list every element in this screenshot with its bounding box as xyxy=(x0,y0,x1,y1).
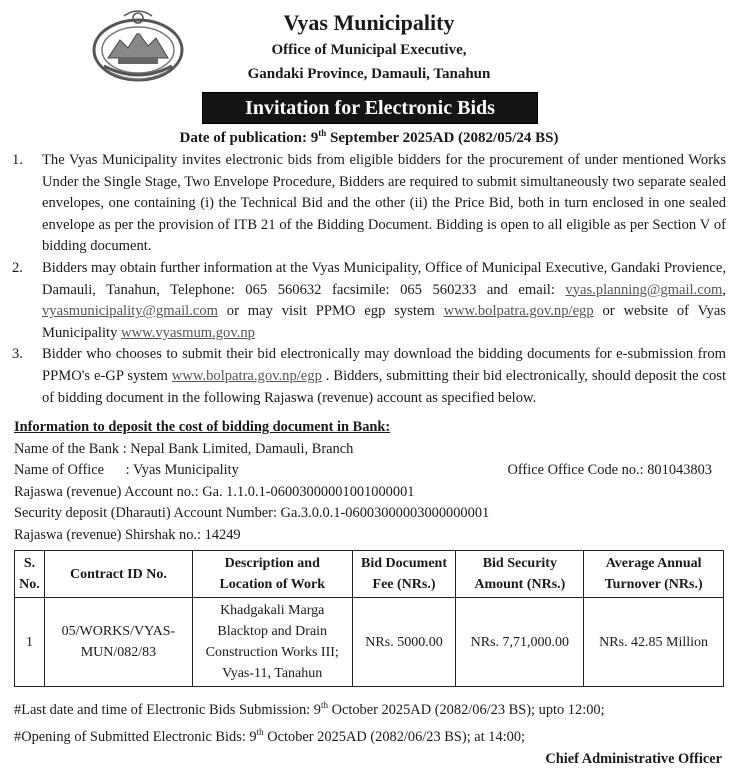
revenue-account: Rajaswa (revenue) Account no.: Ga. 1.1.0.1-06003000001001000001 xyxy=(14,483,415,500)
website-link[interactable]: www.vyasmum.gov.np xyxy=(121,324,255,341)
item-text: Bidder who chooses to submit their bid electronically may download the bidding documents for e-submission from PPMO's e-GP system www.bolpatra.gov.np/egp . Bidders, submitting their bid electronically, should deposit the cost of bidding document in the following Rajaswa (revenue) account as specified below. xyxy=(42,346,726,406)
egp-link[interactable]: www.bolpatra.gov.np/egp xyxy=(443,303,594,320)
table-row xyxy=(15,598,724,687)
header-fee: Bid Document Fee (NRs.) xyxy=(352,551,456,598)
egp-link[interactable]: www.bolpatra.gov.np/egp xyxy=(171,367,322,384)
title-banner: Invitation for Electronic Bids xyxy=(202,92,538,124)
cell-description: Khadgakali Marga Blacktop and Drain Construction Works III; Vyas-11, Tanahun xyxy=(192,598,352,687)
list-item xyxy=(12,258,726,344)
email-link-planning[interactable]: vyas.planning@gmail.com xyxy=(565,281,723,298)
org-name: Vyas Municipality xyxy=(283,10,455,35)
header-contract: Contract ID No. xyxy=(44,551,192,598)
list-item xyxy=(12,150,726,258)
header-security: Bid Security Amount (NRs.) xyxy=(456,551,584,598)
item-number: 1. xyxy=(12,152,23,168)
publication-date: Date of publication: 9th September 2025AD (2082/05/24 BS) xyxy=(179,128,559,146)
item-text: The Vyas Municipality invites electronic bids from eligible bidders for the procurement of under mentioned Works Under the Single Stage, Two Envelope Procedure, Bidders are required to submit simultaneously two separate sealed envelopes, one containing (i) the Technical Bid and the other (ii) the Price Bid, both in turn enclosed in one sealed envelope as per the provision of ITB 21 of the Bidding Document. Bidding is open to all eligible as per Section V of bidding document. xyxy=(42,152,726,255)
bank-info xyxy=(14,417,724,547)
item-number: 2. xyxy=(12,259,23,276)
item-number: 3. xyxy=(12,346,23,363)
office-name: Office of Municipal Executive, xyxy=(271,42,467,58)
cell-turnover: NRs. 42.85 Million xyxy=(584,598,724,687)
cell-sn: 1 xyxy=(15,598,45,687)
opening-date: #Opening of Submitted Electronic Bids: 9th October 2025AD (2082/06/23 BS); at 14:00; xyxy=(14,726,526,745)
cell-contract: 05/WORKS/VYAS- MUN/082/83 xyxy=(44,598,192,687)
header-sn: S. No. xyxy=(15,551,45,598)
header-description: Description and Location of Work xyxy=(192,551,352,598)
bids-table xyxy=(14,550,724,687)
cell-security: NRs. 7,71,000.00 xyxy=(456,598,584,687)
office-name-field: Name of Office : Vyas Municipality xyxy=(14,462,239,479)
shirshak-number: Rajaswa (revenue) Shirshak no.: 14249 xyxy=(14,526,241,543)
table-header-row xyxy=(15,551,724,598)
item-text: Bidders may obtain further information at the Vyas Municipality, Office of Municipal Executive, Gandaki Provience, Damauli, Tanahun, Telephone: 065 560632 facsimile: 065 560233 and email: vyas.planning@gmail.com, vyasmunicipality@gmail.com or may visit PPMO egp system www.bolpatra.gov.np/egp or website of Vyas Municipality www.vyasmum.gov.np xyxy=(42,259,726,341)
signature: Chief Administrative Officer xyxy=(545,750,722,767)
bank-info-heading: Information to deposit the cost of bidding document in Bank: xyxy=(14,419,391,435)
footer xyxy=(14,694,724,770)
security-account: Security deposit (Dharauti) Account Number: Ga.3.0.0.1-06003000003000000001 xyxy=(14,505,490,522)
notice-items xyxy=(12,150,726,409)
office-code: Office Office Code no.: 801043803 xyxy=(507,462,712,479)
cell-fee: NRs. 5000.00 xyxy=(352,598,456,687)
list-item xyxy=(12,344,726,409)
header-turnover: Average Annual Turnover (NRs.) xyxy=(584,551,724,598)
email-link-municipality[interactable]: vyasmunicipality@gmail.com xyxy=(42,303,218,320)
office-address: Gandaki Province, Damauli, Tanahun xyxy=(247,66,491,82)
header xyxy=(0,0,738,88)
submission-deadline: #Last date and time of Electronic Bids Submission: 9th October 2025AD (2082/06/23 BS); upto 12:00; xyxy=(14,700,605,718)
office-row xyxy=(14,460,724,482)
bank-name: Name of the Bank : Nepal Bank Limited, Damauli, Branch xyxy=(14,440,354,457)
